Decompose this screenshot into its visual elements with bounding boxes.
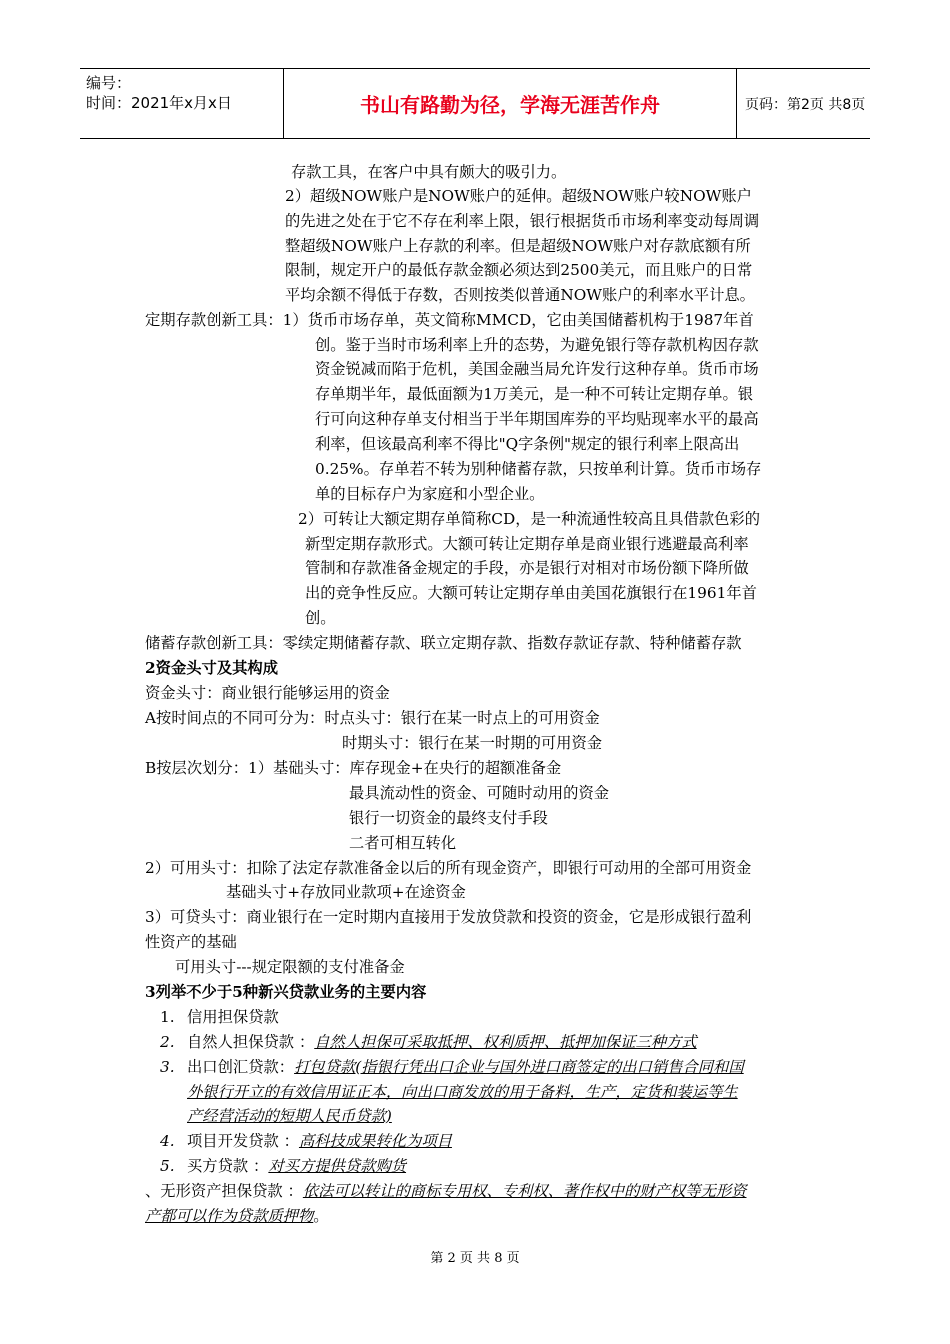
text-line: 创。 [305, 609, 336, 627]
list-item-label: 自然人担保贷款 ： [187, 1033, 315, 1051]
list-item-number: 1. [160, 1008, 175, 1026]
text-line: 利率，但该最高利率不得比"Q字条例"规定的银行利率上限高出 [315, 435, 740, 453]
list-item [187, 1056, 744, 1078]
text-line: 新型定期存款形式。大额可转让定期存单是商业银行逃避最高利率 [305, 535, 749, 553]
list-item-label: 项目开发贷款 ： [187, 1132, 299, 1150]
list-item-detail: 外银行开立的有效信用证正本，向出口商发放的用于备料，生产，定货和装运等生 [187, 1083, 738, 1101]
list-item [187, 1155, 406, 1177]
list-item-detail: 自然人担保可采取抵押、权利质押、抵押加保证三种方式 [314, 1033, 697, 1051]
page-header [80, 68, 870, 139]
text-line: 最具流动性的资金、可随时动用的资金 [349, 784, 610, 802]
text-line: 存款工具，在客户中具有颇大的吸引力。 [291, 163, 567, 181]
text-line: 创。鉴于当时市场利率上升的态势，为避免银行等存款机构因存款 [315, 336, 759, 354]
text-line: 定期存款创新工具：1）货币市场存单，英文简称MMCD，它由美国储蓄机构于1987年首 [145, 311, 754, 329]
list-item: 信用担保贷款 [187, 1008, 279, 1026]
text-line: 资金锐减而陷于危机，美国金融当局允许发行这种存单。货币市场 [315, 360, 759, 378]
list-item-detail: 产经营活动的短期人民币贷款) [187, 1107, 392, 1125]
list-item-detail: 依法可以转让的商标专用权、专利权、著作权中的财产权等无形资 [302, 1182, 747, 1200]
text-line: 0.25%。存单若不转为别种储蓄存款，只按单利计算。货币市场存 [315, 460, 762, 478]
list-item-number: 4. [160, 1132, 175, 1150]
text-line: 基础头寸+存放同业款项+在途资金 [226, 883, 466, 901]
section-heading: 3列举不少于5种新兴贷款业务的主要内容 [145, 983, 427, 1001]
header-page-info: 页码：第2页 共8页 [745, 96, 866, 113]
text-line: B按层次划分：1）基础头寸：库存现金+在央行的超额准备金 [145, 759, 562, 777]
list-item-number: 3. [160, 1058, 175, 1076]
list-item-number: 2. [160, 1033, 175, 1051]
text-line: 可用头寸---规定限额的支付准备金 [175, 958, 405, 976]
text-line: 平均余额不得低于存数，否则按类似普通NOW账户的利率水平计息。 [285, 286, 755, 304]
text-line: 行可向这种存单支付相当于半年期国库券的平均贴现率水平的最高 [315, 410, 759, 428]
list-item [187, 1031, 697, 1053]
doc-date-label: 时间：2021年x月x日 [86, 94, 232, 112]
text-line: 单的目标存户为家庭和小型企业。 [315, 485, 545, 503]
text-line: 2）超级NOW账户是NOW账户的延伸。超级NOW账户较NOW账户 [285, 187, 752, 205]
punctuation: 。 [313, 1207, 329, 1225]
text-line: 二者可相互转化 [349, 834, 457, 852]
text-line: 存单期半年，最低面额为1万美元，是一种不可转让定期存单。银 [315, 385, 754, 403]
text-line: 整超级NOW账户上存款的利率。但是超级NOW账户对存款底额有所 [285, 237, 751, 255]
list-item-label: 买方贷款 ： [187, 1157, 269, 1175]
list-item-detail: 打包贷款(指银行凭出口企业与国外进口商签定的出口销售合同和国 [294, 1058, 744, 1076]
text-line: 管制和存款准备金规定的手段，亦是银行对相对市场份额下降所做 [305, 559, 749, 577]
doc-number-label: 编号： [86, 74, 132, 92]
text-line: 性资产的基础 [145, 933, 237, 951]
list-item [187, 1130, 452, 1152]
list-item-label: 、无形资产担保贷款 ： [145, 1182, 303, 1200]
text-line: 时期头寸：银行在某一时期的可用资金 [342, 734, 603, 752]
text-line: 3）可贷头寸：商业银行在一定时期内直接用于发放贷款和投资的资金，它是形成银行盈利 [145, 908, 752, 926]
text-line: 2）可转让大额定期存单简称CD，是一种流通性较高且具借款色彩的 [298, 510, 761, 528]
header-motto: 书山有路勤为径，学海无涯苦作舟 [283, 69, 737, 138]
list-item-detail: 高科技成果转化为项目 [298, 1132, 452, 1150]
text-line: 2）可用头寸：扣除了法定存款准备金以后的所有现金资产，即银行可动用的全部可用资金 [145, 859, 752, 877]
text-line: 资金头寸：商业银行能够运用的资金 [145, 684, 390, 702]
section-heading: 2资金头寸及其构成 [145, 659, 279, 677]
header-meta [80, 69, 283, 138]
list-item-detail: 对买方提供贷款购货 [268, 1157, 407, 1175]
text-line: 限制，规定开户的最低存款金额必须达到2500美元，而且账户的日常 [285, 261, 753, 279]
page-footer: 第 2 页 共 8 页 [430, 1251, 520, 1266]
list-item [145, 1180, 746, 1202]
text-line: 储蓄存款创新工具：零续定期储蓄存款、联立定期存款、指数存款证存款、特种储蓄存款 [145, 634, 742, 652]
text-line: A按时间点的不同可分为：时点头寸：银行在某一时点上的可用资金 [145, 709, 600, 727]
list-item-number: 5. [160, 1157, 175, 1175]
text-line: 的先进之处在于它不存在利率上限，银行根据货币市场利率变动每周调 [285, 212, 760, 230]
text-line: 出的竞争性反应。大额可转让定期存单由美国花旗银行在1961年首 [305, 584, 757, 602]
text-line: 银行一切资金的最终支付手段 [349, 809, 548, 827]
list-item-label: 出口创汇贷款： [187, 1058, 295, 1076]
list-item [145, 1205, 329, 1227]
list-item-detail: 产都可以作为贷款质押物 [145, 1207, 314, 1225]
